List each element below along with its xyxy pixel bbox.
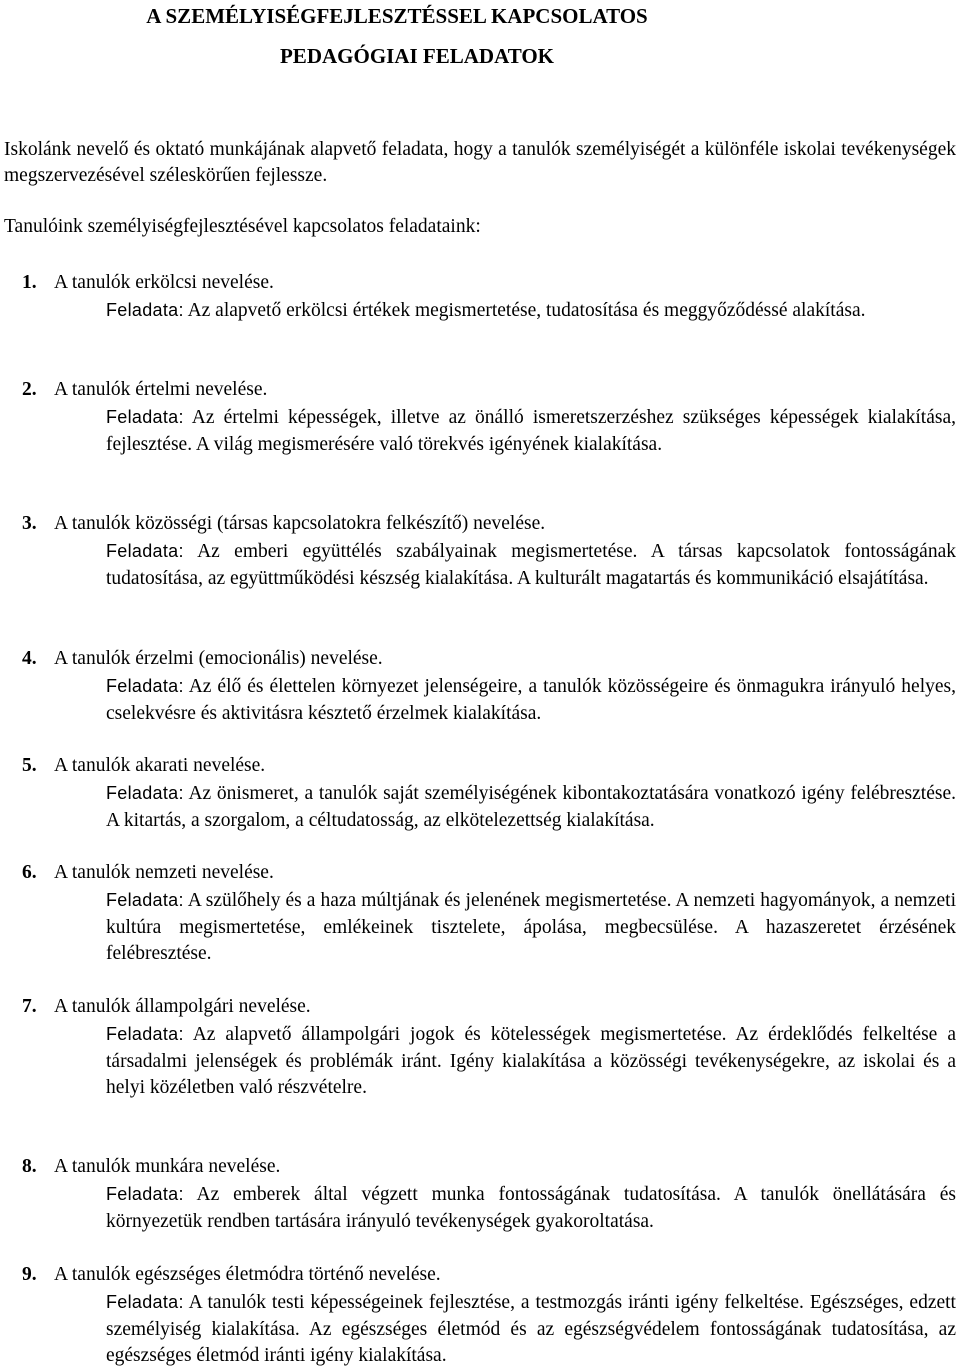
list-item-heading <box>22 1154 280 1180</box>
list-item-task <box>106 780 956 834</box>
task-label: Feladata: <box>106 676 184 696</box>
list-item-task <box>106 1289 956 1370</box>
task-text: Az alapvető állampolgári jogok és kötelességek megismertetése. Az érdeklődés felkeltése a társadalmi jelenségek és problémák iránt. Igény kialakítása a közösségi tevékenységekre, az iskolai és a helyi közéletben való részvételre. <box>106 1024 956 1099</box>
task-label: Feladata: <box>106 1292 184 1312</box>
list-item-number: 8. <box>22 1156 37 1177</box>
list-item-title: A tanulók nemzeti nevelése. <box>54 862 274 883</box>
list-item-title: A tanulók közösségi (társas kapcsolatokra felkészítő) nevelése. <box>54 513 546 534</box>
task-label: Feladata: <box>106 407 184 427</box>
task-text: A szülőhely és a haza múltjának és jelenének megismertetése. A nemzeti hagyományok, a nemzeti kultúra megismertetése, emlékeinek tisztelete, ápolása, megbecsülése. A hazaszeretet érzésének felébresztése. <box>106 890 956 965</box>
list-item-number: 3. <box>22 513 37 534</box>
list-item-heading <box>22 646 383 672</box>
list-item-heading <box>22 753 265 779</box>
task-label: Feladata: <box>106 1024 184 1044</box>
list-item-heading <box>22 511 545 537</box>
list-item-task <box>106 1181 956 1235</box>
document-title-line-2: PEDAGÓGIAI FELADATOK <box>279 44 554 68</box>
list-item-task <box>106 297 956 325</box>
task-text: A tanulók testi képességeinek fejlesztése, a testmozgás iránti igény felkeltése. Egészséges, edzett személyiség kialakítása. Az egészséges életmód és az egészségvédelem fontosságának tudatosítása, az egészséges életmód iránti igény kialakítása. <box>106 1292 956 1367</box>
list-item-task <box>106 1021 956 1102</box>
list-item-heading <box>22 1262 441 1288</box>
task-text: Az emberek által végzett munka fontosságának tudatosítása. A tanulók önellátására és környezetük rendben tartására irányuló tevékenységek gyakoroltatása. <box>106 1184 956 1232</box>
list-item-task <box>106 404 956 458</box>
list-item-heading <box>22 377 267 403</box>
intro-paragraph: Iskolánk nevelő és oktató munkájának alapvető feladata, hogy a tanulók személyiségét a különféle iskolai tevékenységek megszervezésével széleskörűen fejlessze. <box>4 139 956 186</box>
list-item-number: 2. <box>22 379 37 400</box>
task-text: Az értelmi képességek, illetve az önálló ismeretszerzéshez szükséges képességek kialakítása, fejlesztése. A világ megismerésére való törekvés igényének kialakítása. <box>106 407 956 455</box>
list-item-number: 1. <box>22 272 37 293</box>
list-item-task <box>106 538 956 592</box>
task-text: Az alapvető erkölcsi értékek megismertetése, tudatosítása és meggyőződéssé alakítása. <box>187 300 866 321</box>
list-item-number: 9. <box>22 1264 37 1285</box>
task-text: Az önismeret, a tanulók saját személyiségének kibontakoztatására vonatkozó igény felébresztése. A kitartás, a szorgalom, a céltudatosság, az elkötelezettség kialakítása. <box>106 783 956 831</box>
task-label: Feladata: <box>106 1184 184 1204</box>
list-item-title: A tanulók egészséges életmódra történő nevelése. <box>54 1264 441 1285</box>
list-item-heading <box>22 860 274 886</box>
task-label: Feladata: <box>106 300 184 320</box>
list-item-number: 6. <box>22 862 37 883</box>
list-item-title: A tanulók értelmi nevelése. <box>54 379 268 400</box>
list-item-title: A tanulók érzelmi (emocionális) nevelése. <box>54 648 383 669</box>
task-label: Feladata: <box>106 541 184 561</box>
list-item-title: A tanulók erkölcsi nevelése. <box>54 272 274 293</box>
list-item-number: 4. <box>22 648 37 669</box>
list-item-title: A tanulók akarati nevelése. <box>54 755 266 776</box>
list-item-heading <box>22 994 311 1020</box>
task-text: Az emberi együttélés szabályainak megismertetése. A társas kapcsolatok fontosságának tudatosítása, az együttműködési készség kialakítása. A kulturált magatartás és kommunikáció elsajátítása. <box>106 541 956 589</box>
document-title-line-1: A SZEMÉLYISÉGFEJLESZTÉSSEL KAPCSOLATOS <box>146 4 648 28</box>
list-item-task <box>106 887 956 968</box>
task-label: Feladata: <box>106 783 184 803</box>
list-item-task <box>106 673 956 727</box>
task-text: Az élő és élettelen környezet jelenségeire, a tanulók közösségeire és önmagukra irányuló helyes, cselekvésre és aktivitásra késztető érzelmek kialakítása. <box>106 676 956 724</box>
list-item-number: 5. <box>22 755 37 776</box>
list-item-number: 7. <box>22 996 37 1017</box>
list-item-title: A tanulók állampolgári nevelése. <box>54 996 311 1017</box>
task-label: Feladata: <box>106 890 184 910</box>
list-item-heading <box>22 270 274 296</box>
list-intro: Tanulóink személyiségfejlesztésével kapcsolatos feladataink: <box>4 216 481 237</box>
list-item-title: A tanulók munkára nevelése. <box>54 1156 281 1177</box>
